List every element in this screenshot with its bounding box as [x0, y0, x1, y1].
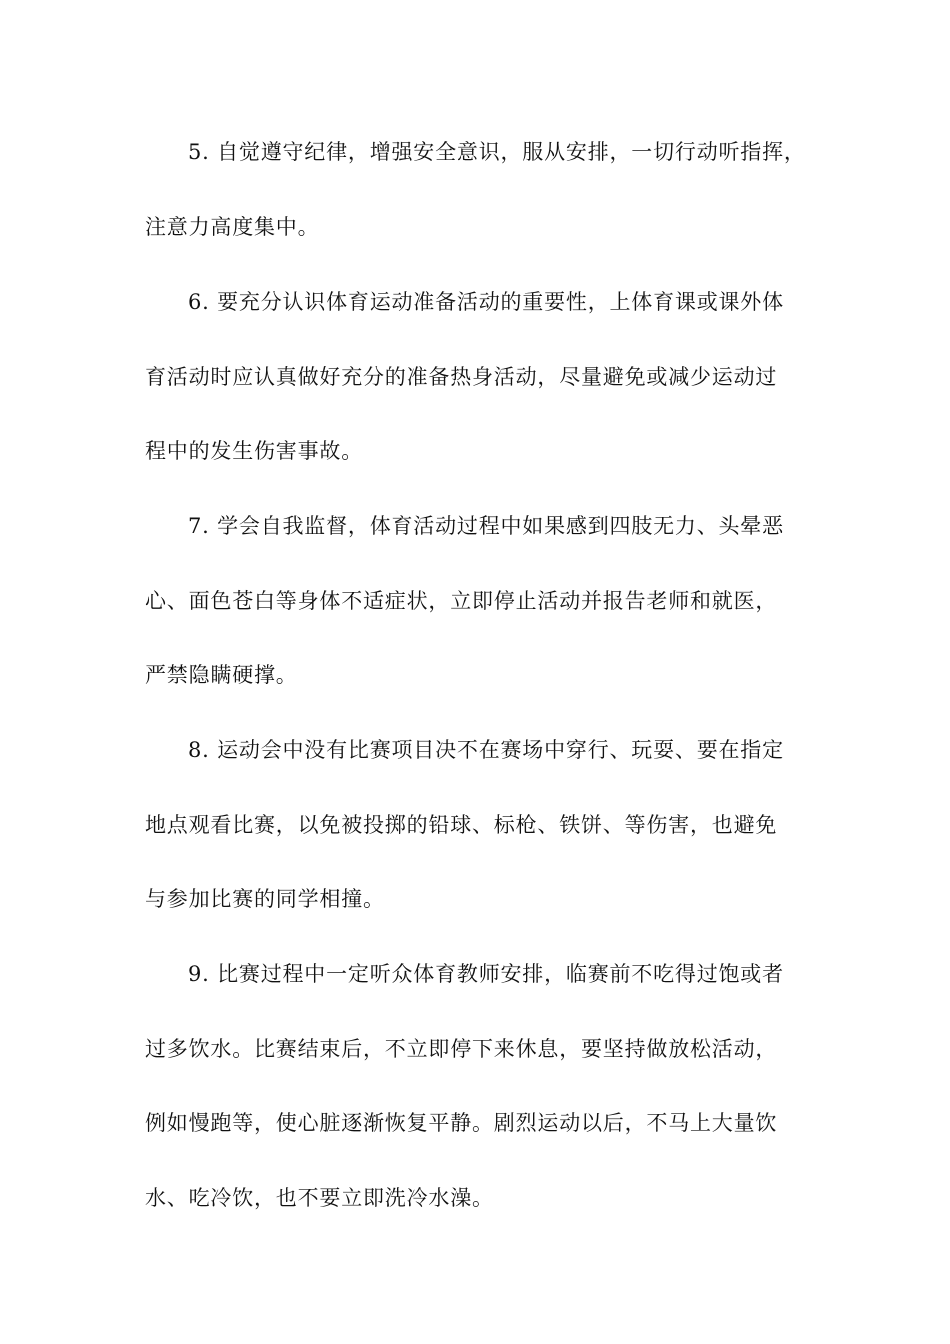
paragraph-9-line-2: 过多饮水。比赛结束后，不立即停下来休息，要坚持做放松活动， [145, 1037, 778, 1061]
paragraph-9-line-1: 9. 比赛过程中一定听众体育教师安排，临赛前不吃得过饱或者 [188, 962, 784, 986]
paragraph-6-line-3: 程中的发生伤害事故。 [145, 439, 363, 463]
paragraph-5-line-2: 注意力高度集中。 [145, 215, 320, 239]
paragraph-8-line-2: 地点观看比赛，以免被投掷的铅球、标枪、铁饼、等伤害，也避免 [145, 813, 778, 837]
paragraph-7-line-1: 7. 学会自我监督，体育活动过程中如果感到四肢无力、头晕恶 [188, 514, 784, 538]
paragraph-7-line-3: 严禁隐瞒硬撑。 [145, 663, 298, 687]
paragraph-9-line-3: 例如慢跑等，使心脏逐渐恢复平静。剧烈运动以后，不马上大量饮 [145, 1111, 778, 1135]
paragraph-6-line-2: 育活动时应认真做好充分的准备热身活动，尽量避免或减少运动过 [145, 365, 778, 389]
paragraph-9-line-4: 水、吃冷饮，也不要立即洗冷水澡。 [145, 1186, 494, 1210]
paragraph-8-line-1: 8. 运动会中没有比赛项目决不在赛场中穿行、玩耍、要在指定 [188, 738, 784, 762]
paragraph-6-line-1: 6. 要充分认识体育运动准备活动的重要性，上体育课或课外体 [188, 290, 784, 314]
paragraph-8-line-3: 与参加比赛的同学相撞。 [145, 887, 385, 911]
paragraph-5-line-1: 5. 自觉遵守纪律，增强安全意识，服从安排，一切行动听指挥， [188, 140, 806, 164]
paragraph-7-line-2: 心、面色苍白等身体不适症状，立即停止活动并报告老师和就医， [145, 589, 778, 613]
